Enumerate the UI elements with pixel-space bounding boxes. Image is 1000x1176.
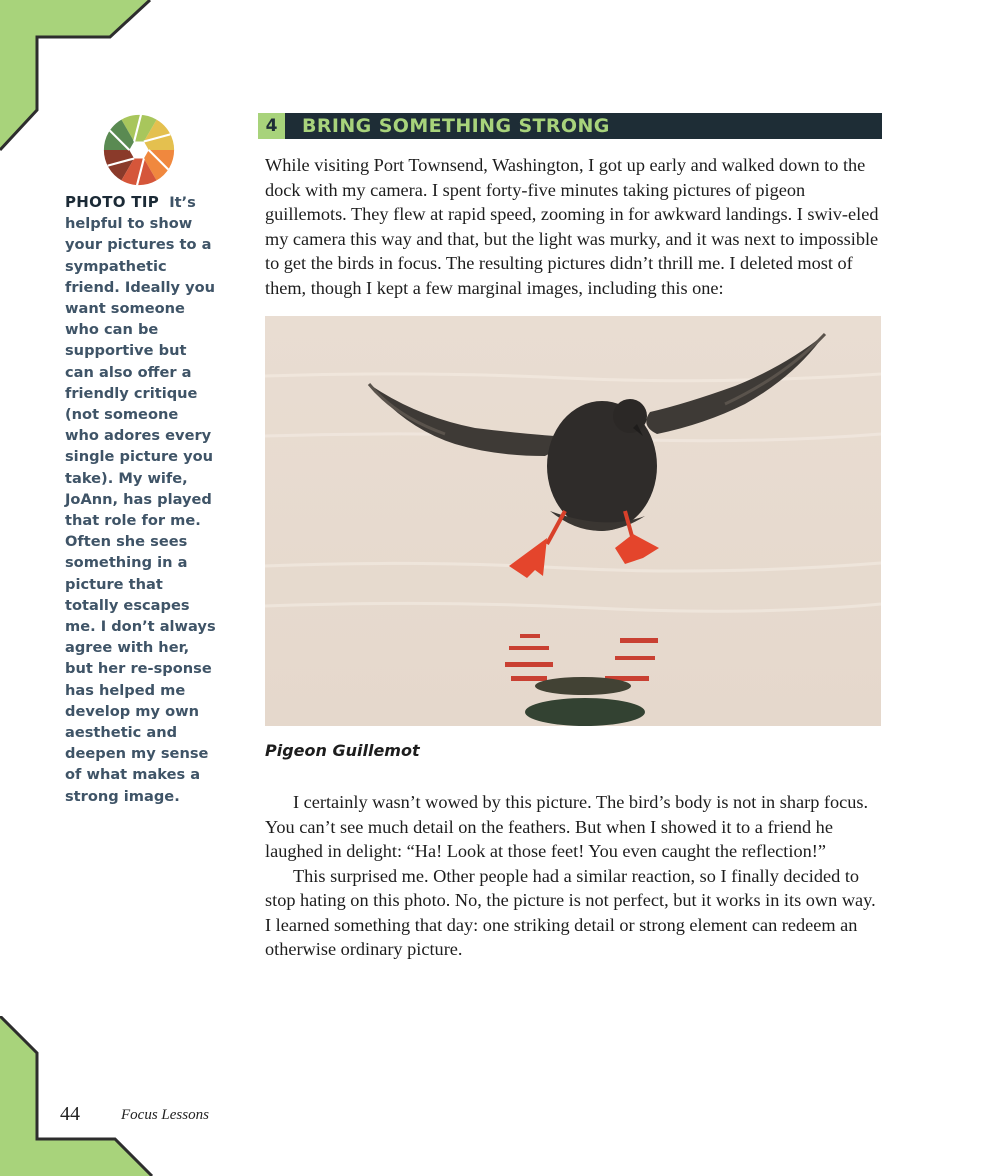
aperture-icon bbox=[100, 111, 178, 189]
photo-tip bbox=[65, 192, 217, 807]
body-paragraph: This surprised me. Other people had a similar reaction, so I finally decided to stop hating on this photo. No, the picture is not perfect, but it works in its own way. I learned something that day: one striking detail or strong element can redeem an otherwise ordinary picture. bbox=[265, 865, 876, 959]
photo-tip-label: PHOTO TIP bbox=[65, 193, 160, 211]
intro-paragraph: While visiting Port Townsend, Washington, I got up early and walked down to the dock with my camera. I spent forty-five minutes taking pictures of pigeon guillemots. They flew at rapid speed, zooming in for awkward landings. I swiv-eled my camera this way and that, but the light was murky, and it was next to impossible to get the birds in focus. The resulting pictures didn’t thrill me. I deleted most of them, though I kept a few marginal images, including this one: bbox=[265, 155, 879, 298]
section-number: 4 bbox=[258, 113, 285, 139]
page-number: 44 bbox=[60, 1103, 80, 1125]
corner-decoration-bottom bbox=[0, 1016, 160, 1176]
photo-tip-text: It’s helpful to show your pictures to a sympathetic friend. Ideally you want someone who can be supportive but can also offer a friendly critique (not someone who adores every single picture you take). My wife, JoAnn, has played that role for me. Often she sees something in a picture that totally escapes me. I don’t always agree with her, but her re-sponse has helped me develop my own aesthetic and deepen my sense of what makes a strong image. bbox=[65, 194, 216, 805]
figure-caption: Pigeon Guillemot bbox=[265, 741, 420, 760]
pigeon-guillemot-photo bbox=[265, 316, 881, 726]
body-text bbox=[265, 790, 883, 962]
section-title: BRING SOMETHING STRONG bbox=[302, 115, 610, 137]
section-heading bbox=[258, 113, 882, 139]
body-paragraph: I certainly wasn’t wowed by this picture. The bird’s body is not in sharp focus. You can’t see much detail on the feathers. But when I showed it to a friend he laughed in delight: “Ha! Look at those feet! You even caught the reflection!” bbox=[265, 792, 869, 861]
running-footer-section: Focus Lessons bbox=[121, 1107, 209, 1123]
